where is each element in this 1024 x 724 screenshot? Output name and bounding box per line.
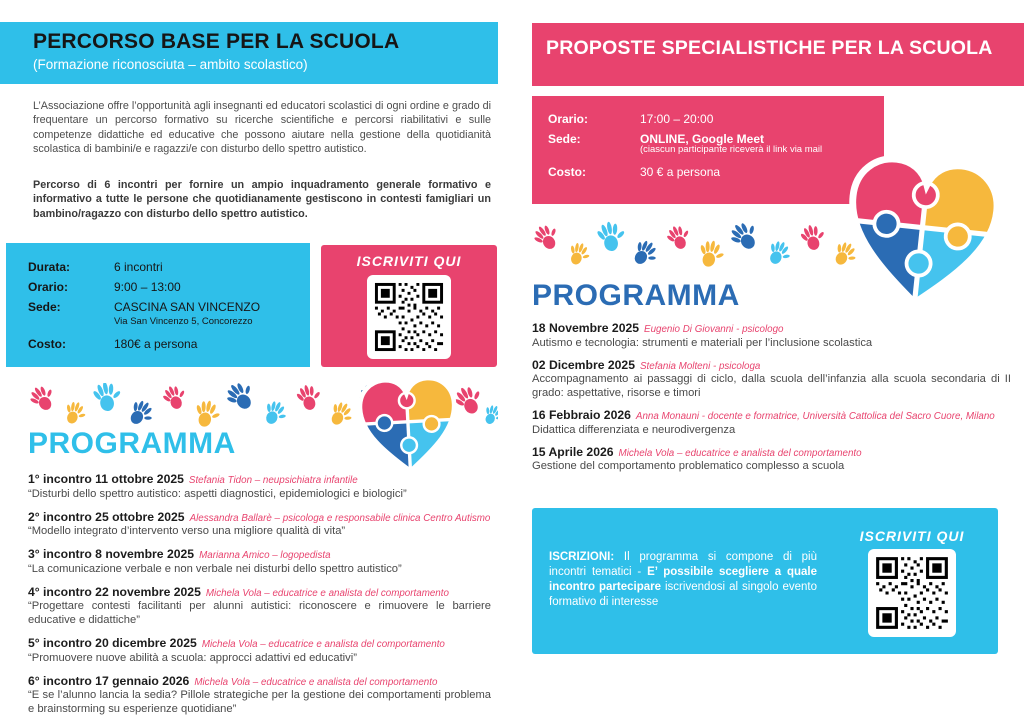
entry-speaker: Michela Vola – educatrice e analista del comportamento <box>194 676 438 688</box>
program-entry <box>28 547 491 576</box>
left-signup-label: ISCRIVITI QUI <box>356 253 462 269</box>
time-value: 17:00 – 20:00 <box>640 112 714 126</box>
left-intro-paragraph: L’Associazione offre l’opportunità agli insegnanti ed educatori scolastici di ogni ordine e grado di frequentare un percorso formativo su ricerche scientifiche e percorsi riabilitativi e sulle competenze didattiche ed educative che possono aiutare nella gestione della quotidianità scolastica di bambini/e e ragazzi/e con disturbo dello spettro autistico. <box>33 100 491 155</box>
venue-value: ONLINE, Google Meet <box>640 132 765 146</box>
entry-speaker: Stefania Molteni - psicologa <box>640 360 761 372</box>
venue-value: CASCINA SAN VINCENZO <box>114 300 261 314</box>
cost-value: 180€ a persona <box>114 337 198 351</box>
qr-code-icon <box>367 275 451 359</box>
right-info-box <box>532 96 884 204</box>
program-entry <box>532 445 1011 474</box>
qr-code-icon <box>868 549 956 637</box>
left-program-list <box>28 472 491 724</box>
entry-description: “E se l’alunno lancia la sedia? Pillole strategiche per la gestione dei comportamenti problema e brainstorming su esperienze quotidiane” <box>28 689 491 716</box>
right-page-title: PROPOSTE SPECIALISTICHE PER LA SCUOLA <box>546 37 993 59</box>
registration-text <box>549 550 817 610</box>
entry-speaker: Eugenio Di Giovanni - psicologo <box>644 324 784 335</box>
info-row-duration <box>28 260 310 274</box>
entry-title <box>28 547 491 562</box>
entry-date: 2° incontro 25 ottobre 2025 <box>28 509 185 524</box>
entry-speaker: Stefania Tidon – neupsichiatra infantile <box>188 475 358 486</box>
registration-box <box>532 508 998 654</box>
entry-title <box>532 445 1011 460</box>
entry-description: Gestione del comportamento problematico complesso a scuola <box>532 460 845 473</box>
right-header-banner <box>532 23 1024 86</box>
entry-speaker: Michela Vola – educatrice e analista del comportamento <box>205 587 449 599</box>
program-entry <box>28 472 491 501</box>
program-entry <box>28 510 491 539</box>
entry-date: 5° incontro 20 dicembre 2025 <box>28 636 197 651</box>
entry-title <box>28 674 491 689</box>
left-page-subtitle: (Formazione riconosciuta – ambito scolastico) <box>33 57 308 72</box>
duration-label: Durata: <box>28 260 71 274</box>
info-row-cost <box>28 337 310 351</box>
entry-title <box>532 358 1011 373</box>
left-signup-box[interactable] <box>321 245 497 367</box>
time-value: 9:00 – 13:00 <box>114 280 181 294</box>
entry-title <box>28 585 491 600</box>
entry-date: 3° incontro 8 novembre 2025 <box>28 547 195 562</box>
venue-address: Via San Vincenzo 5, Concorezzo <box>114 316 253 327</box>
right-program-list <box>532 321 1011 481</box>
entry-title <box>532 321 1011 336</box>
entry-speaker: Alessandra Ballarè – psicologa e responsabile clinica Centro Autismo <box>189 512 491 524</box>
entry-date: 02 Dicembre 2025 <box>532 357 635 372</box>
venue-label: Sede: <box>548 132 581 146</box>
cost-value: 30 € a persona <box>640 165 721 179</box>
entry-date: 18 Novembre 2025 <box>532 321 640 335</box>
time-label: Orario: <box>28 280 69 294</box>
right-qr-code[interactable] <box>868 549 956 637</box>
entry-speaker: Anna Monauni - docente e formatrice, Università Cattolica del Sacro Cuore, Milano <box>635 411 995 423</box>
entry-speaker: Michela Vola – educatrice e analista del comportamento <box>201 639 445 651</box>
entry-title <box>28 510 491 525</box>
entry-description: Didattica differenziata e neurodivergenza <box>532 423 736 436</box>
entry-description: Autismo e tecnologia: strumenti e materiali per l’inclusione scolastica <box>532 336 873 349</box>
right-signup-box[interactable] <box>842 520 982 637</box>
entry-description: Accompagnamento ai passaggi di ciclo, dalla scuola dell’infanzia alla scuola secondaria di II grado: aspettative, risorse e timori <box>532 373 1011 400</box>
program-entry <box>28 585 491 628</box>
entry-date: 6° incontro 17 gennaio 2026 <box>28 673 190 688</box>
program-entry <box>532 358 1011 401</box>
info-row-cost <box>548 165 884 179</box>
entry-date: 4° incontro 22 novembre 2025 <box>28 584 201 599</box>
venue-label: Sede: <box>28 300 61 314</box>
entry-description: “La comunicazione verbale e non verbale nei disturbi dello spettro autistico” <box>28 562 402 575</box>
entry-title <box>28 636 491 651</box>
entry-description: “Disturbi dello spettro autistico: aspetti diagnostici, epidemiologici e biologici” <box>28 487 407 500</box>
info-row-time <box>548 112 884 126</box>
registration-text-1: Il programma si compone di più incontri tematici - <box>549 551 817 578</box>
entry-description: “Promuovere nuove abilità a scuola: approcci adattivi ed educativi” <box>28 651 357 664</box>
time-label: Orario: <box>548 112 589 126</box>
left-program-title: PROGRAMMA <box>28 427 236 460</box>
entry-speaker: Michela Vola – educatrice e analista del comportamento <box>618 447 862 459</box>
left-header-banner <box>0 22 498 84</box>
program-entry <box>28 674 491 717</box>
entry-description: “Modello integrato d’intervento verso una migliore qualità di vita” <box>28 525 346 538</box>
right-signup-label: ISCRIVITI QUI <box>859 528 965 544</box>
cost-label: Costo: <box>548 165 586 179</box>
right-program-title: PROGRAMMA <box>532 279 740 312</box>
info-row-venue <box>28 300 310 314</box>
venue-note: (ciascun participante riceverà il link via mail <box>640 144 823 155</box>
left-qr-code[interactable] <box>367 275 451 359</box>
entry-title <box>28 472 491 487</box>
program-entry <box>28 636 491 665</box>
left-page-title: PERCORSO BASE PER LA SCUOLA <box>33 30 400 53</box>
left-info-box <box>6 243 310 367</box>
cost-label: Costo: <box>28 337 66 351</box>
entry-speaker: Marianna Amico – logopedista <box>199 550 331 562</box>
entry-date: 16 Febbraio 2026 <box>532 408 631 423</box>
entry-date: 1° incontro 11 ottobre 2025 <box>28 472 184 486</box>
entry-title <box>532 408 1011 423</box>
puzzle-heart-logo-right <box>828 139 1016 322</box>
left-intro-bold-paragraph: Percorso di 6 incontri per fornire un ampio inquadramento generale formativo e informativo a tutte le persone che quotidianamente gestiscono in contesti famigliari un bambino/ragazzo con disturbo dello spettro autistico. <box>33 179 491 220</box>
entry-date: 15 Aprile 2026 <box>532 444 614 459</box>
registration-label: ISCRIZIONI: <box>549 551 615 563</box>
info-row-time <box>28 280 310 294</box>
registration-text-2: iscrivendosi al singolo evento formativo di interesse <box>549 580 817 608</box>
puzzle-heart-logo-left <box>349 367 466 481</box>
program-entry <box>532 321 1011 350</box>
registration-text-bold: E’ possibile scegliere a quale incontro partecipare <box>549 565 817 593</box>
duration-value: 6 incontri <box>114 260 163 274</box>
entry-description: “Progettare contesti facilitanti per alunni autistici: riconoscere e rimuovere le barriere educative e didattiche” <box>28 600 491 627</box>
program-entry <box>532 408 1011 437</box>
